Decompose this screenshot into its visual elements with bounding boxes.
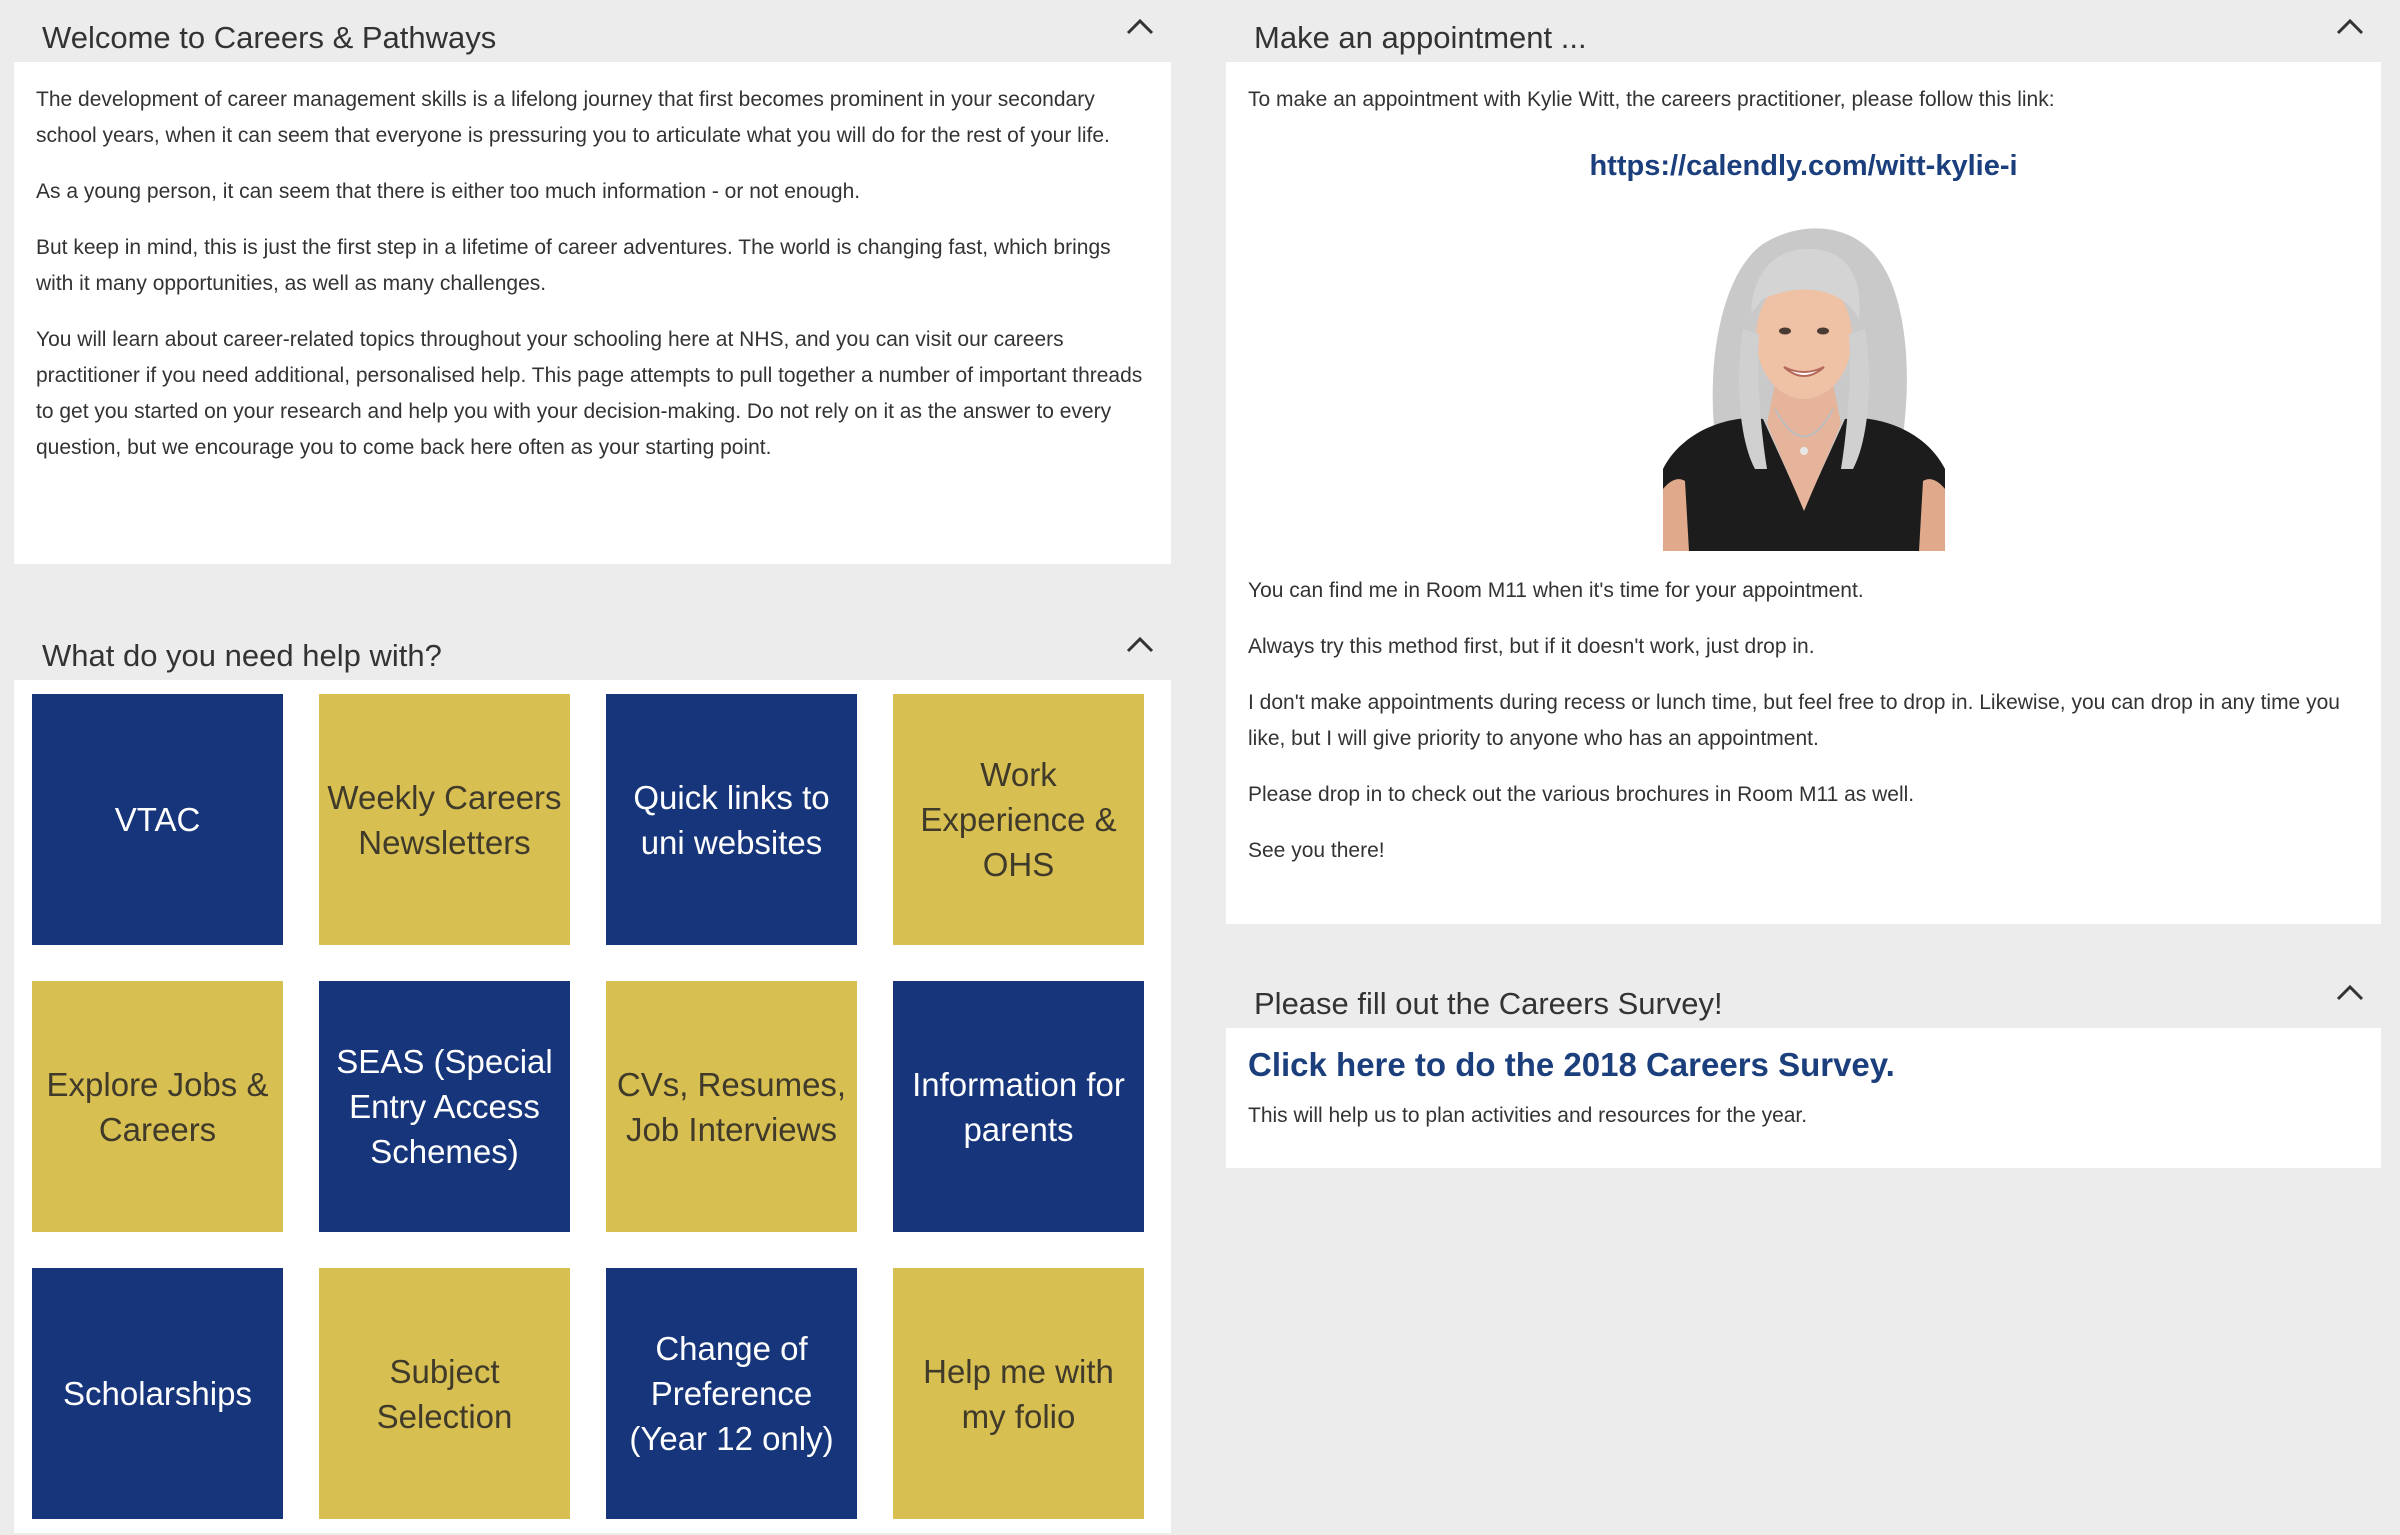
chevron-up-icon[interactable] <box>1123 14 1157 40</box>
tile-weekly-careers-newsletters[interactable]: Weekly Careers Newsletters <box>319 694 570 945</box>
help-panel <box>14 680 1171 1533</box>
calendly-link[interactable]: https://calendly.com/witt-kylie-i <box>1589 150 2018 182</box>
tile-explore-jobs-careers[interactable]: Explore Jobs & Careers <box>32 981 283 1232</box>
tile-quick-links-uni-websites[interactable]: Quick links to uni websites <box>606 694 857 945</box>
survey-note: This will help us to plan activities and resources for the year. <box>1248 1104 1808 1127</box>
welcome-paragraph: You will learn about career-related topics throughout your schooling here at NHS, and you can visit our careers practitioner if you need additional, personalised help. This page attempts to pull together a number of important threads to get you started on your research and help you with your decision-making. Do not rely on it as the answer to every question, but we encourage you to come back here often as your starting point. <box>36 328 1143 459</box>
welcome-panel <box>14 62 1171 564</box>
portrait-photo <box>1663 219 1945 551</box>
left-column <box>14 0 1171 1533</box>
survey-link[interactable]: Click here to do the 2018 Careers Survey. <box>1248 1046 1895 1083</box>
appointment-paragraph: I don't make appointments during recess or lunch time, but feel free to drop in. Likewise, you can drop in any time you like, but I will give priority to anyone who has an appointment. <box>1248 691 2340 750</box>
appointment-paragraph: You can find me in Room M11 when it's time for your appointment. <box>1248 579 1864 602</box>
survey-panel <box>1226 1028 2381 1168</box>
tile-change-of-preference[interactable]: Change of Preference (Year 12 only) <box>606 1268 857 1519</box>
welcome-paragraph: As a young person, it can seem that there is either too much information - or not enough. <box>36 180 861 203</box>
welcome-paragraph: The development of career management skills is a lifelong journey that first becomes prominent in your secondary school years, when it can seem that everyone is pressuring you to articulate what you will do for the rest of your life. <box>36 88 1110 147</box>
appointment-panel <box>1226 62 2381 924</box>
appointment-header <box>1226 0 2381 62</box>
tile-cvs-resumes-interviews[interactable]: CVs, Resumes, Job Interviews <box>606 981 857 1232</box>
help-tile-grid <box>32 694 1153 1519</box>
help-title: What do you need help with? <box>42 638 442 673</box>
chevron-up-icon[interactable] <box>2333 980 2367 1006</box>
tile-subject-selection[interactable]: Subject Selection <box>319 1268 570 1519</box>
tile-scholarships[interactable]: Scholarships <box>32 1268 283 1519</box>
tile-work-experience-ohs[interactable]: Work Experience & OHS <box>893 694 1144 945</box>
photo-wrap <box>1248 219 2359 551</box>
survey-title: Please fill out the Careers Survey! <box>1254 986 1723 1021</box>
survey-header <box>1226 966 2381 1028</box>
tile-information-for-parents[interactable]: Information for parents <box>893 981 1144 1232</box>
welcome-title: Welcome to Careers & Pathways <box>42 20 497 55</box>
chevron-up-icon[interactable] <box>1123 632 1157 658</box>
help-header <box>14 618 1171 680</box>
appointment-intro: To make an appointment with Kylie Witt, the careers practitioner, please follow this link: <box>1248 88 2055 111</box>
welcome-header <box>14 0 1171 62</box>
tile-seas[interactable]: SEAS (Special Entry Access Schemes) <box>319 981 570 1232</box>
appointment-title: Make an appointment ... <box>1254 20 1587 55</box>
right-column <box>1226 0 2381 1168</box>
appointment-paragraph: Please drop in to check out the various brochures in Room M11 as well. <box>1248 783 1915 806</box>
tile-vtac[interactable]: VTAC <box>32 694 283 945</box>
welcome-paragraph: But keep in mind, this is just the first step in a lifetime of career adventures. The world is changing fast, which brings with it many opportunities, as well as many challenges. <box>36 236 1111 295</box>
chevron-up-icon[interactable] <box>2333 14 2367 40</box>
tile-help-with-folio[interactable]: Help me with my folio <box>893 1268 1144 1519</box>
appointment-paragraph: See you there! <box>1248 839 1385 862</box>
appointment-paragraph: Always try this method first, but if it doesn't work, just drop in. <box>1248 635 1815 658</box>
